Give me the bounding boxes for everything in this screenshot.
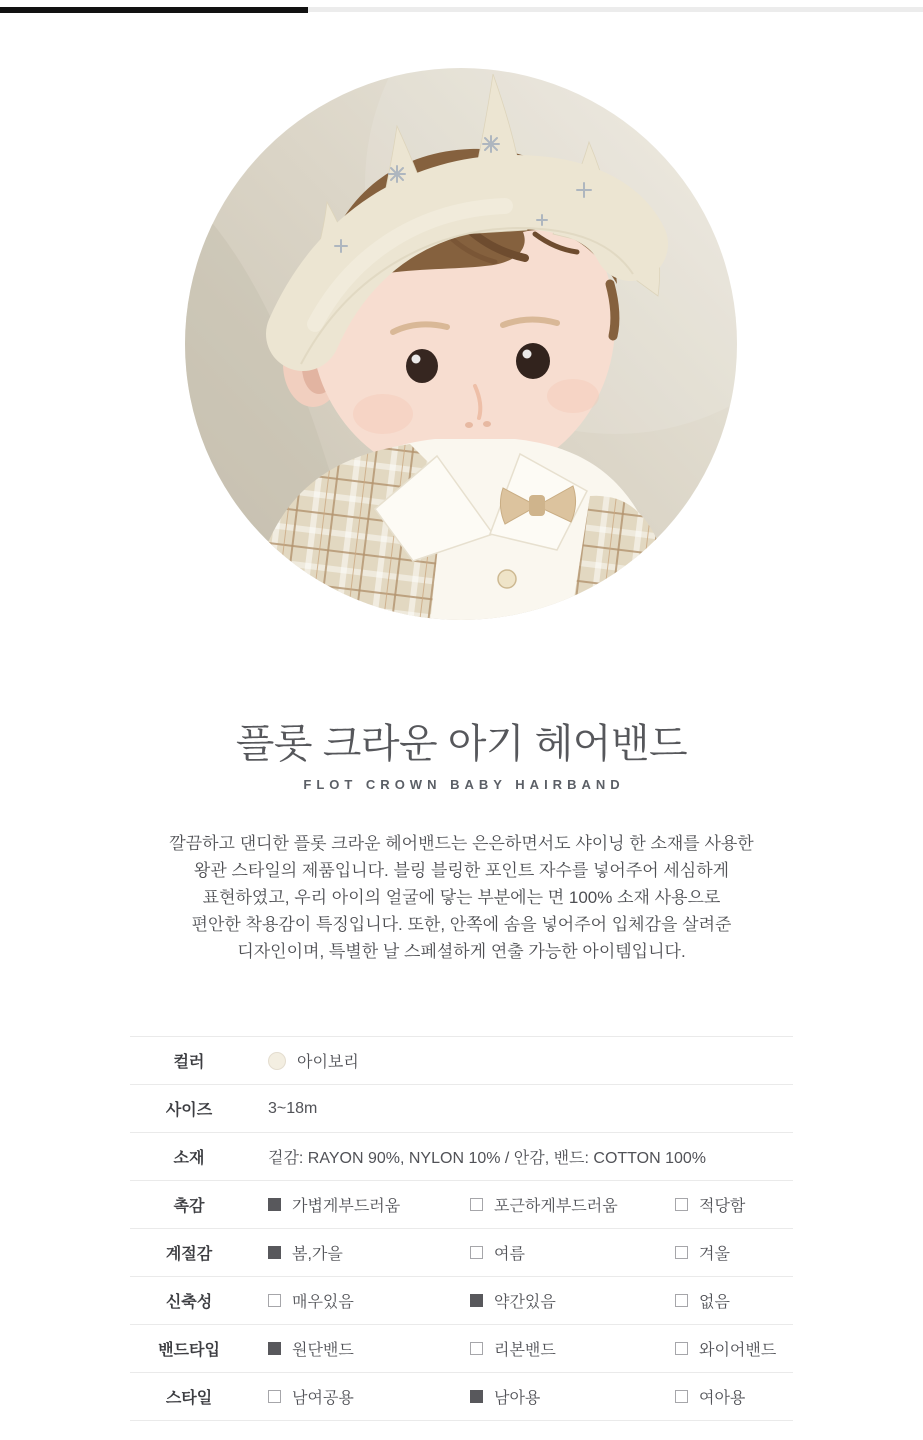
description-line: 표현하였고, 우리 아이의 얼굴에 닿는 부분에는 면 100% 소재 사용으로 (202, 888, 721, 907)
product-title: 플롯 크라운 아기 헤어밴드 (235, 722, 688, 766)
eye (516, 343, 550, 379)
spec-row-elasticity (130, 1276, 793, 1324)
spec-row-style (130, 1372, 793, 1421)
option-item (268, 1289, 470, 1312)
option-label: 봄,가을 (292, 1246, 343, 1263)
checkbox-icon (268, 1198, 281, 1211)
spec-row-value (268, 1193, 793, 1216)
option-item (675, 1241, 793, 1264)
option-item (470, 1337, 675, 1360)
option-label: 약간있음 (494, 1294, 556, 1311)
color-value: 아이보리 (297, 1054, 359, 1071)
description-line: 디자인이며, 특별한 날 스페셜하게 연출 가능한 아이템입니다. (237, 942, 686, 961)
option-item (470, 1289, 675, 1312)
spec-row-value (268, 1241, 793, 1264)
material-value: 겉감: RAYON 90%, NYLON 10% / 안감, 밴드: COTTON 100% (268, 1150, 707, 1167)
spec-row-value (268, 1049, 793, 1072)
spec-row-material (130, 1132, 793, 1180)
option-label: 남여공용 (292, 1390, 354, 1407)
top-bar-gray-segment (308, 7, 923, 12)
spec-row-label: 컬러 (173, 1054, 205, 1071)
top-bar (0, 7, 923, 13)
option-label: 남아용 (494, 1390, 541, 1407)
spec-row-label: 신축성 (165, 1294, 213, 1311)
spec-row-value (268, 1289, 793, 1312)
option-label: 매우있음 (292, 1294, 354, 1311)
spec-row-size (130, 1084, 793, 1132)
option-label: 적당함 (699, 1198, 746, 1215)
checkbox-icon (470, 1246, 483, 1259)
checkbox-icon (470, 1294, 483, 1307)
description-line: 편안한 착용감이 특징입니다. 또한, 안쪽에 솜을 넣어주어 입체감을 살려준 (191, 915, 732, 934)
checkbox-icon (675, 1342, 688, 1355)
spec-row-label: 밴드타입 (158, 1342, 220, 1359)
description-line: 깔끔하고 댄디한 플롯 크라운 헤어밴드는 은은하면서도 샤이닝 한 소재를 사용한 (169, 834, 754, 853)
checkbox-icon (268, 1294, 281, 1307)
option-item (268, 1385, 470, 1408)
option-item (268, 1337, 470, 1360)
shirt-button (498, 570, 516, 588)
checkbox-icon (268, 1342, 281, 1355)
option-item (675, 1385, 793, 1408)
eye (406, 349, 438, 383)
spec-row-value (268, 1337, 793, 1360)
spec-row-value (268, 1385, 793, 1408)
checkbox-icon (470, 1390, 483, 1403)
option-item (470, 1193, 675, 1216)
checkbox-icon (268, 1390, 281, 1403)
option-label: 포근하게부드러움 (494, 1198, 618, 1215)
spec-row-value (268, 1100, 793, 1118)
checkbox-icon (675, 1246, 688, 1259)
spec-row-band-type (130, 1324, 793, 1372)
checkbox-icon (675, 1390, 688, 1403)
product-subtitle: FLOT CROWN BABY HAIRBAND (303, 777, 625, 792)
option-item (470, 1241, 675, 1264)
option-item (675, 1193, 793, 1216)
spec-table (130, 1036, 793, 1421)
baby-photo-illustration (185, 34, 737, 624)
color-swatch-ivory (268, 1052, 286, 1070)
top-bar-black-segment (0, 7, 308, 13)
option-item (268, 1193, 470, 1216)
spec-row-label: 계절감 (165, 1246, 213, 1263)
description-line: 왕관 스타일의 제품입니다. 블링 블링한 포인트 자수를 넣어주어 세심하게 (193, 861, 730, 880)
option-item (268, 1241, 470, 1264)
spec-row-color (130, 1036, 793, 1084)
spec-row-texture (130, 1180, 793, 1228)
checkbox-icon (675, 1198, 688, 1211)
option-label: 리본밴드 (494, 1342, 556, 1359)
option-item (675, 1337, 793, 1360)
option-item (470, 1385, 675, 1408)
product-photo (185, 34, 737, 624)
spec-row-label: 스타일 (165, 1390, 213, 1407)
checkbox-icon (675, 1294, 688, 1307)
product-description (0, 830, 923, 965)
option-label: 없음 (699, 1294, 730, 1311)
spec-row-label: 촉감 (173, 1198, 205, 1215)
option-label: 가볍게부드러움 (292, 1198, 401, 1215)
option-label: 겨울 (699, 1246, 730, 1263)
checkbox-icon (470, 1198, 483, 1211)
size-value: 3~18m (268, 1099, 318, 1117)
option-label: 와이어밴드 (699, 1342, 777, 1359)
option-label: 여름 (494, 1246, 525, 1263)
spec-row-label: 소재 (173, 1150, 205, 1167)
spec-row-season (130, 1228, 793, 1276)
checkbox-icon (268, 1246, 281, 1259)
spec-row-value (268, 1145, 793, 1168)
checkbox-icon (470, 1342, 483, 1355)
spec-row-label: 사이즈 (165, 1102, 213, 1119)
option-label: 원단밴드 (292, 1342, 354, 1359)
option-label: 여아용 (699, 1390, 746, 1407)
option-item (675, 1289, 793, 1312)
